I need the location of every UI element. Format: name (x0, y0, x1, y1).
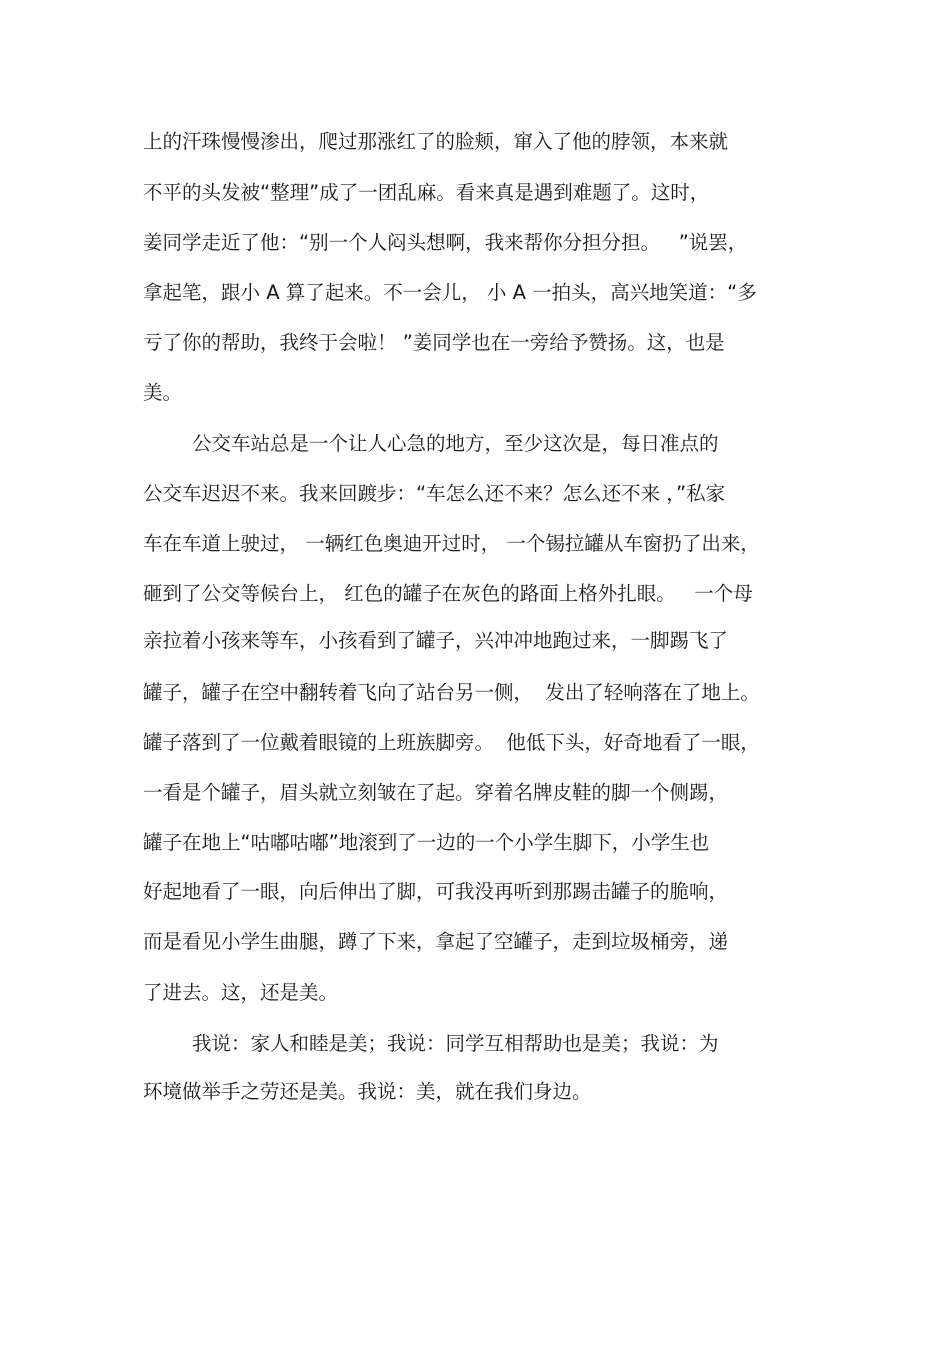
text-line: 公交车站总是一个让人心急的地方，至少这次是，每日准点的 (192, 432, 719, 455)
text-line: 公交车迟迟不来。我来回踱步：“车怎么还不来？怎么还不来 ，”私家 (143, 482, 726, 505)
text-line: 亏了你的帮助，我终于会啦！ ”姜同学也在一旁给予赞扬。这，也是 (143, 331, 725, 354)
text-line: 而是看见小学生曲腿，蹲了下来，拿起了空罐子，走到垃圾桶旁，递 (143, 930, 729, 953)
text-line: 罐子在地上“咕嘟咕嘟”地滚到了一边的一个小学生脚下，小学生也 (143, 831, 710, 854)
text-line: 拿起笔，跟小 A 算了起来。不一会儿， 小 A 一拍头，高兴地笑道：“多 (143, 281, 757, 304)
text-line: 了进去。这，还是美。 (143, 981, 339, 1004)
text-line: 美。 (143, 381, 183, 404)
text-line: 好起地看了一眼，向后伸出了脚，可我没再听到那踢击罐子的脆响， (143, 880, 729, 903)
text-line: 罐子，罐子在空中翻转着飞向了站台另一侧， 发出了轻响落在了地上。 (143, 681, 760, 704)
text-line: 姜同学走近了他：“别一个人闷头想啊，我来帮你分担分担。 ”说罢， (143, 231, 748, 254)
text-line: 砸到了公交等候台上， 红色的罐子在灰色的路面上格外扎眼。 一个母 (143, 582, 753, 605)
text-line: 一看是个罐子，眉头就立刻皱在了起。穿着名牌皮鞋的脚一个侧踢， (143, 781, 729, 804)
text-line: 我说：家人和睦是美；我说：同学互相帮助也是美；我说：为 (192, 1032, 719, 1055)
text-line: 上的汗珠慢慢渗出，爬过那涨红了的脸颊，窜入了他的脖领，本来就 (143, 130, 729, 153)
text-line: 不平的头发被“整理”成了一团乱麻。看来真是遇到难题了。这时， (143, 181, 710, 204)
text-line: 环境做举手之劳还是美。我说：美，就在我们身边。 (143, 1080, 592, 1103)
text-line: 亲拉着小孩来等车，小孩看到了罐子，兴冲冲地跑过来，一脚踢飞了 (143, 629, 729, 652)
text-line: 车在车道上驶过， 一辆红色奥迪开过时， 一个锡拉罐从车窗扔了出来， (143, 532, 760, 555)
text-line: 罐子落到了一位戴着眼镜的上班族脚旁。 他低下头，好奇地看了一眼， (143, 731, 760, 754)
